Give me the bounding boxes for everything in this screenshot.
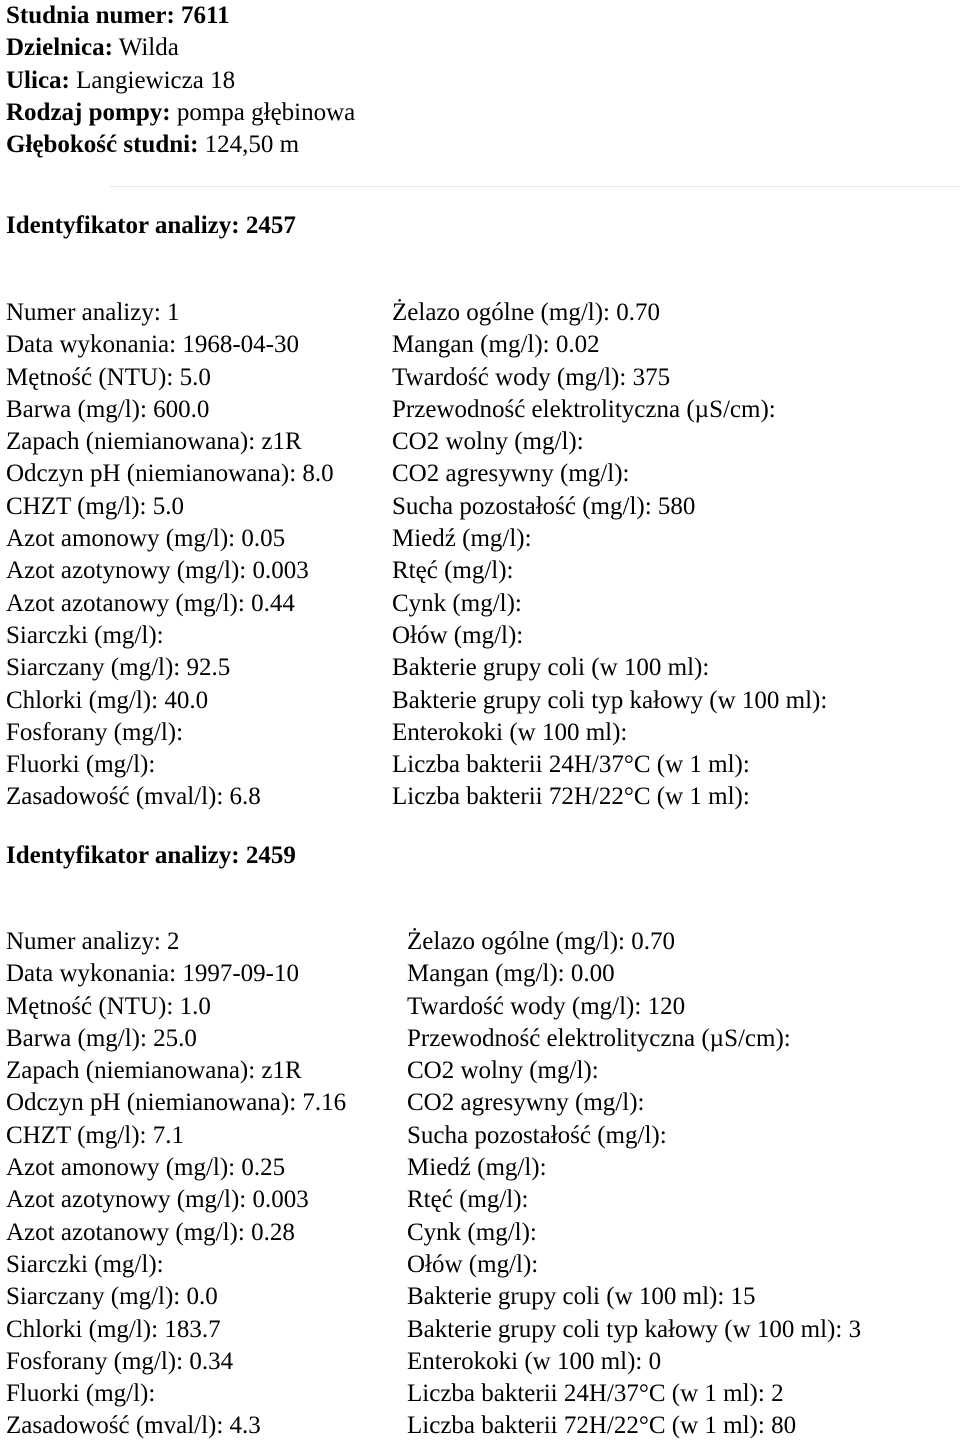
- analysis-field: Odczyn pH (niemianowana): 8.0: [6, 460, 334, 488]
- analysis-field: Siarczki (mg/l):: [6, 621, 164, 649]
- well-district-value: Wilda: [118, 34, 179, 62]
- analysis-field: Siarczany (mg/l): 92.5: [6, 654, 231, 682]
- analysis-field: CHZT (mg/l): 5.0: [6, 492, 185, 520]
- analysis-field: Żelazo ogólne (mg/l): 0.70: [392, 299, 660, 326]
- analysis-2-left-column: [6, 926, 346, 1443]
- analysis-field: Mangan (mg/l): 0.02: [392, 331, 600, 359]
- analysis-field: Siarczany (mg/l): 0.0: [6, 1283, 218, 1311]
- divider: [110, 186, 960, 187]
- analysis-field: Chlorki (mg/l): 183.7: [6, 1315, 221, 1343]
- analysis-field: Barwa (mg/l): 600.0: [6, 395, 210, 423]
- analysis-field: Chlorki (mg/l): 40.0: [6, 686, 209, 714]
- analysis-field: Numer analizy: 1: [6, 299, 180, 326]
- analysis-field: Liczba bakterii 72H/22°C (w 1 ml): 80: [407, 1412, 797, 1440]
- analysis-field: Zasadowość (mval/l): 6.8: [6, 783, 261, 811]
- well-number: [6, 0, 355, 32]
- analysis-field: Liczba bakterii 24H/37°C (w 1 ml):: [392, 751, 750, 779]
- analysis-field: Fosforany (mg/l):: [6, 718, 184, 746]
- analysis-field: Sucha pozostałość (mg/l):: [407, 1121, 667, 1149]
- analysis-field: Mętność (NTU): 1.0: [6, 992, 211, 1020]
- analysis-field: Data wykonania: 1968-04-30: [6, 331, 299, 359]
- well-number-value: 7611: [181, 2, 230, 29]
- well-pump-value: pompa głębinowa: [176, 98, 356, 126]
- analysis-field: Azot amonowy (mg/l): 0.05: [6, 525, 286, 553]
- analysis-field: Siarczki (mg/l):: [6, 1250, 164, 1278]
- well-number-label: Studnia numer:: [6, 2, 175, 29]
- analysis-field: Azot azotanowy (mg/l): 0.44: [6, 589, 295, 617]
- analysis-field: Liczba bakterii 72H/22°C (w 1 ml):: [392, 783, 750, 811]
- well-depth-label: Głębokość studni:: [6, 131, 199, 159]
- analysis-field: Żelazo ogólne (mg/l): 0.70: [407, 928, 675, 955]
- analysis-field: Liczba bakterii 24H/37°C (w 1 ml): 2: [407, 1380, 784, 1408]
- analysis-field: Zapach (niemianowana): z1R: [6, 1057, 302, 1085]
- analysis-field: Twardość wody (mg/l): 375: [392, 363, 671, 391]
- analysis-field: Bakterie grupy coli typ kałowy (w 100 ml):: [392, 686, 828, 714]
- analysis-field: Twardość wody (mg/l): 120: [407, 992, 686, 1020]
- well-depth-value: 124,50 m: [204, 131, 300, 159]
- analysis-field: Bakterie grupy coli typ kałowy (w 100 ml): 3: [407, 1315, 862, 1343]
- analysis-field: Numer analizy: 2: [6, 928, 180, 955]
- analysis-field: Azot azotynowy (mg/l): 0.003: [6, 1186, 309, 1214]
- analysis-1-right-column: [392, 297, 827, 814]
- analysis-field: Barwa (mg/l): 25.0: [6, 1024, 197, 1052]
- well-depth: [6, 129, 355, 161]
- analysis-1-left-column: [6, 297, 334, 814]
- analysis-field: Cynk (mg/l):: [392, 589, 522, 617]
- analysis-field: Przewodność elektrolityczna (µS/cm):: [407, 1024, 791, 1052]
- analysis-field: Ołów (mg/l):: [392, 621, 524, 649]
- analysis-field: Zapach (niemianowana): z1R: [6, 428, 302, 456]
- well-district: [6, 32, 355, 64]
- well-pump: [6, 97, 355, 129]
- analysis-field: CO2 agresywny (mg/l):: [407, 1089, 645, 1117]
- well-district-label: Dzielnica:: [6, 34, 113, 62]
- analysis-field: CO2 agresywny (mg/l):: [392, 460, 630, 488]
- analysis-field: Sucha pozostałość (mg/l): 580: [392, 492, 696, 520]
- analysis-field: CHZT (mg/l): 7.1: [6, 1121, 185, 1149]
- analysis-field: Bakterie grupy coli (w 100 ml): 15: [407, 1283, 756, 1311]
- analysis-field: Enterokoki (w 100 ml): 0: [407, 1347, 662, 1375]
- well-street-label: Ulica:: [6, 66, 70, 94]
- well-pump-label: Rodzaj pompy:: [6, 98, 171, 126]
- well-street-value: Langiewicza 18: [76, 66, 236, 94]
- analysis-field: Zasadowość (mval/l): 4.3: [6, 1412, 261, 1440]
- analysis-field: Przewodność elektrolityczna (µS/cm):: [392, 395, 776, 423]
- analysis-field: Data wykonania: 1997-09-10: [6, 960, 299, 988]
- well-street: [6, 65, 355, 97]
- analysis-field: Mangan (mg/l): 0.00: [407, 960, 615, 988]
- analysis-field: Cynk (mg/l):: [407, 1218, 537, 1246]
- analysis-field: Fluorki (mg/l):: [6, 751, 156, 779]
- analysis-id-2459: Identyfikator analizy: 2459: [6, 842, 296, 869]
- analysis-field: Rtęć (mg/l):: [392, 557, 514, 585]
- analysis-field: Bakterie grupy coli (w 100 ml):: [392, 654, 710, 682]
- analysis-field: Azot amonowy (mg/l): 0.25: [6, 1154, 286, 1182]
- analysis-field: Azot azotanowy (mg/l): 0.28: [6, 1218, 295, 1246]
- analysis-field: Enterokoki (w 100 ml):: [392, 718, 628, 746]
- analysis-field: Mętność (NTU): 5.0: [6, 363, 211, 391]
- analysis-field: Ołów (mg/l):: [407, 1250, 539, 1278]
- analysis-field: Azot azotynowy (mg/l): 0.003: [6, 557, 309, 585]
- analysis-field: Odczyn pH (niemianowana): 7.16: [6, 1089, 347, 1117]
- analysis-2-right-column: [407, 926, 861, 1443]
- analysis-field: Fluorki (mg/l):: [6, 1380, 156, 1408]
- analysis-field: Fosforany (mg/l): 0.34: [6, 1347, 234, 1375]
- analysis-field: CO2 wolny (mg/l):: [392, 428, 584, 456]
- analysis-field: Miedź (mg/l):: [392, 525, 532, 553]
- analysis-field: Miedź (mg/l):: [407, 1154, 547, 1182]
- analysis-field: Rtęć (mg/l):: [407, 1186, 529, 1214]
- analysis-field: CO2 wolny (mg/l):: [407, 1057, 599, 1085]
- analysis-id-2457: Identyfikator analizy: 2457: [6, 212, 296, 239]
- well-info: [6, 0, 355, 161]
